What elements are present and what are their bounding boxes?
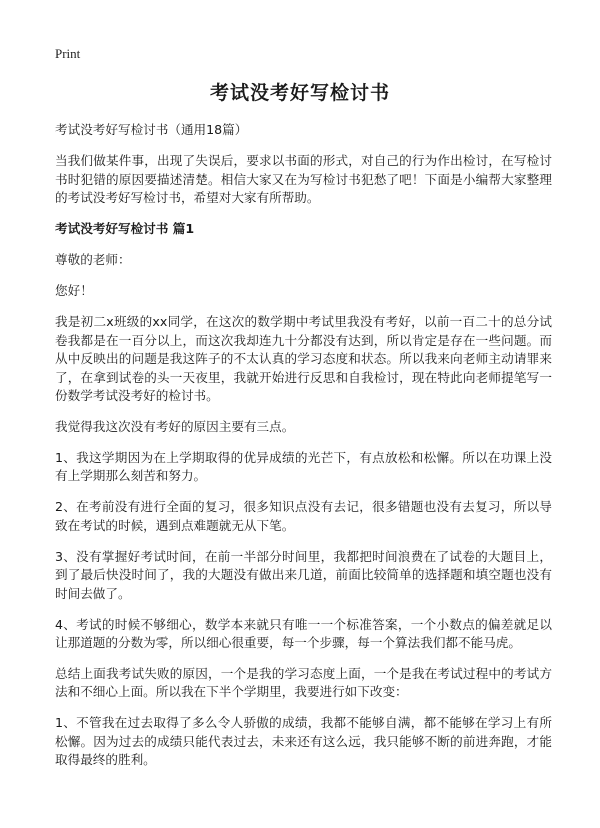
salutation: 尊敬的老师： <box>55 252 131 268</box>
document-title: 考试没考好写检讨书 <box>209 82 390 104</box>
greeting: 您好！ <box>55 283 93 299</box>
body-paragraph: 我是初二x班级的xx同学，在这次的数学期中考试里我没有考好，以前一百二十的总分试卷我都是在一百分以上，而这次我却连九十分都没有达到，所以肯定是存在一些问题。而从中反映出的问题是我这阵子的不太认真的学习态度和状态。所以我来向老师主动请罪来了，在拿到试卷的头一天夜里，我就开始进行反思和自我检讨，现在特此向老师提笔写一份数学考试没考好的检讨书。 <box>55 314 552 404</box>
plan-item: 1、不管我在过去取得了多么令人骄傲的成绩，我都不能够自满，都不能够在学习上有所松懈。因为过去的成绩只能代表过去，未来还有这么远，我只能够不断的前进奔跑，才能取得最终的胜利。 <box>55 715 552 768</box>
document-body <box>55 121 552 782</box>
section-heading: 考试没考好写检讨书 篇1 <box>55 221 195 237</box>
intro-paragraph: 当我们做某件事，出现了失误后，要求以书面的形式，对自己的行为作出检讨，在写检讨书时犯错的原因要描述清楚。相信大家又在为写检讨书犯愁了吧！下面是小编帮大家整理的考试没考好写检讨书，希望对大家有所帮助。 <box>55 153 552 206</box>
print-link[interactable]: Print <box>55 46 81 61</box>
body-paragraph: 我觉得我这次没有考好的原因主要有三点。 <box>55 419 295 435</box>
reason-item: 3、没有掌握好考试时间，在前一半部分时间里，我都把时间浪费在了试卷的大题目上，到了最后快没时间了，我的大题没有做出来几道，前面比较简单的选择题和填空题也没有时间去做了。 <box>55 548 552 601</box>
reason-item: 1、我这学期因为在上学期取得的优异成绩的光芒下，有点放松和松懈。所以在功课上没有上学期那么刻苦和努力。 <box>55 450 552 484</box>
reason-item: 4、考试的时候不够细心，数学本来就只有唯一一个标准答案，一个小数点的偏差就足以让那道题的分数为零，所以细心很重要，每一个步骤，每一个算法我们都不能马虎。 <box>55 616 552 651</box>
reason-item: 2、在考前没有进行全面的复习，很多知识点没有去记，很多错题也没有去复习，所以导致在考试的时候，遇到点难题就无从下笔。 <box>55 499 552 533</box>
document-subtitle: 考试没考好写检讨书（通用18篇） <box>55 122 248 137</box>
body-paragraph: 总结上面我考试失败的原因，一个是我的学习态度上面，一个是我在考试过程中的考试方法和不细心上面。所以我在下半个学期里，我要进行如下改变： <box>55 666 552 700</box>
